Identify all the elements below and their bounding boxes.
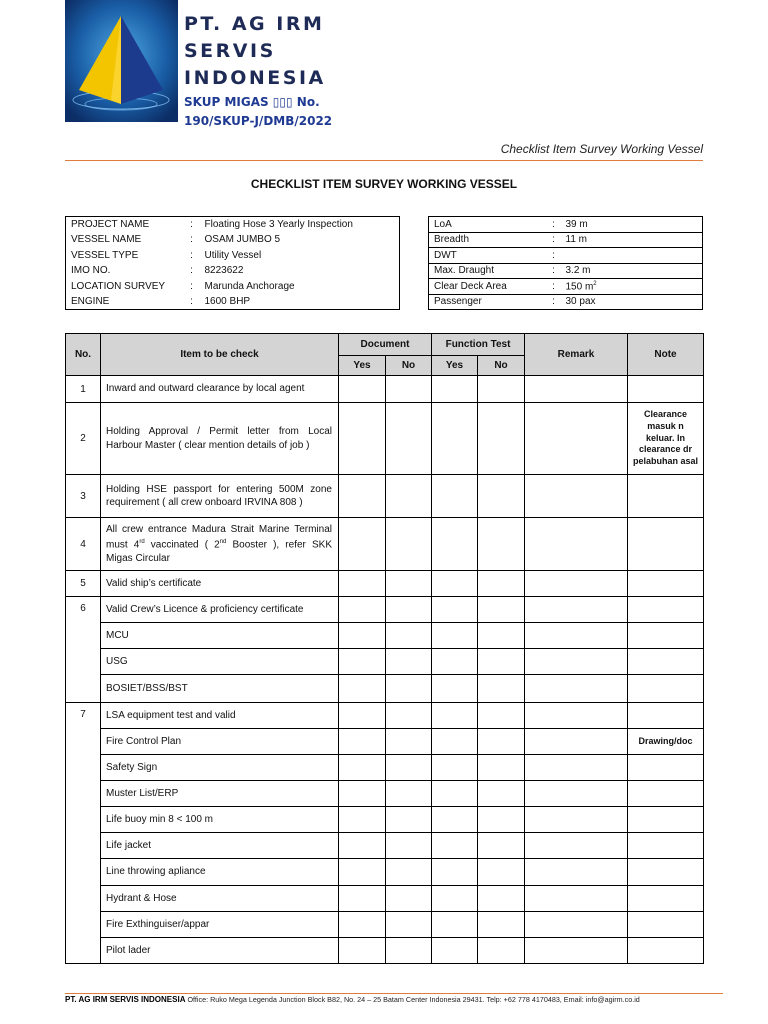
doc-no-cell[interactable] bbox=[386, 912, 432, 938]
doc-no-cell[interactable] bbox=[386, 403, 432, 475]
remark-cell[interactable] bbox=[525, 675, 628, 703]
table-row bbox=[66, 755, 704, 781]
doc-no-cell[interactable] bbox=[386, 886, 432, 912]
skup-line2: 190/SKUP-J/DMB/2022 bbox=[184, 114, 333, 128]
row-item: Valid ship’s certificate bbox=[101, 571, 339, 597]
doc-yes-cell[interactable] bbox=[339, 597, 386, 623]
doc-no-cell[interactable] bbox=[386, 729, 432, 755]
row-item: Life buoy min 8 < 100 m bbox=[101, 807, 339, 833]
ft-no-cell[interactable] bbox=[478, 781, 525, 807]
col-header-doc-no: No bbox=[386, 356, 432, 376]
footer-divider bbox=[65, 993, 723, 994]
note-cell[interactable] bbox=[628, 649, 704, 675]
ft-yes-cell[interactable] bbox=[432, 518, 478, 571]
company-logo bbox=[65, 0, 178, 122]
row-item: LSA equipment test and valid bbox=[101, 703, 339, 729]
info-colon: : bbox=[190, 265, 193, 277]
ft-no-cell[interactable] bbox=[478, 597, 525, 623]
ft-yes-cell[interactable] bbox=[432, 597, 478, 623]
row-number: 3 bbox=[66, 475, 101, 518]
info-label: PROJECT NAME bbox=[71, 219, 150, 230]
table-row bbox=[66, 649, 704, 675]
doc-no-cell[interactable] bbox=[386, 675, 432, 703]
info-value: Marunda Anchorage bbox=[204, 280, 295, 292]
ft-yes-cell[interactable] bbox=[432, 755, 478, 781]
ft-no-cell[interactable] bbox=[478, 807, 525, 833]
doc-yes-cell[interactable] bbox=[339, 859, 386, 886]
header-divider bbox=[65, 160, 703, 161]
row-item: Fire Control Plan bbox=[101, 729, 339, 755]
table-row bbox=[66, 781, 704, 807]
row-item: Holding HSE passport for entering 500M zone requirement ( all crew onboard IRVINA 808 ) bbox=[101, 475, 339, 518]
table-row bbox=[66, 833, 704, 859]
info-row bbox=[66, 232, 400, 248]
row-item: Safety Sign bbox=[101, 755, 339, 781]
doc-no-cell[interactable] bbox=[386, 597, 432, 623]
spec-row bbox=[429, 248, 703, 264]
remark-cell[interactable] bbox=[525, 649, 628, 675]
ft-yes-cell[interactable] bbox=[432, 833, 478, 859]
info-value: OSAM JUMBO 5 bbox=[204, 234, 281, 246]
row-number: 1 bbox=[66, 376, 101, 403]
doc-no-cell[interactable] bbox=[386, 859, 432, 886]
ft-yes-cell[interactable] bbox=[432, 475, 478, 518]
note-cell[interactable]: Clearance masuk n keluar. In clearance dr pelabuhan asal bbox=[628, 403, 704, 475]
row-item: Pilot lader bbox=[101, 938, 339, 964]
info-row bbox=[66, 248, 400, 264]
ft-no-cell[interactable] bbox=[478, 755, 525, 781]
doc-yes-cell[interactable] bbox=[339, 623, 386, 649]
col-header-note: Note bbox=[628, 334, 704, 376]
ft-yes-cell[interactable] bbox=[432, 807, 478, 833]
ft-yes-cell[interactable] bbox=[432, 675, 478, 703]
remark-cell[interactable] bbox=[525, 886, 628, 912]
row-item: BOSIET/BSS/BST bbox=[101, 675, 339, 703]
doc-yes-cell[interactable] bbox=[339, 475, 386, 518]
ft-yes-cell[interactable] bbox=[432, 376, 478, 403]
checklist-table bbox=[65, 333, 704, 964]
footer-address: Office: Ruko Mega Legenda Junction Block B82, No. 24 – 25 Batam Center Indonesia 29431. Telp: +62 778 4170483, Email: info@agirm.co.id bbox=[185, 995, 640, 1004]
remark-cell[interactable] bbox=[525, 781, 628, 807]
ft-no-cell[interactable] bbox=[478, 938, 525, 964]
table-row bbox=[66, 675, 704, 703]
spec-value: 11 m bbox=[561, 232, 703, 248]
doc-yes-cell[interactable] bbox=[339, 518, 386, 571]
doc-yes-cell[interactable] bbox=[339, 403, 386, 475]
doc-yes-cell[interactable] bbox=[339, 886, 386, 912]
doc-no-cell[interactable] bbox=[386, 833, 432, 859]
info-colon: : bbox=[190, 280, 193, 292]
ft-yes-cell[interactable] bbox=[432, 781, 478, 807]
spec-colon: : bbox=[547, 248, 561, 264]
info-label: IMO NO. bbox=[71, 265, 111, 277]
row-item: Valid Crew’s Licence & proficiency certificate bbox=[101, 597, 339, 623]
remark-cell[interactable] bbox=[525, 518, 628, 571]
note-cell[interactable] bbox=[628, 833, 704, 859]
note-cell[interactable] bbox=[628, 675, 704, 703]
table-row bbox=[66, 376, 704, 403]
table-row bbox=[66, 807, 704, 833]
ft-no-cell[interactable] bbox=[478, 649, 525, 675]
col-header-ft-yes: Yes bbox=[432, 356, 478, 376]
doc-no-cell[interactable] bbox=[386, 518, 432, 571]
info-label: ENGINE bbox=[71, 296, 110, 307]
remark-cell[interactable] bbox=[525, 938, 628, 964]
info-colon: : bbox=[190, 296, 193, 307]
company-name-line2: SERVIS bbox=[184, 40, 276, 62]
row-item: Line throwing apliance bbox=[101, 859, 339, 886]
spec-label: Max. Draught bbox=[429, 263, 547, 279]
spec-row bbox=[429, 294, 703, 310]
row-item bbox=[101, 518, 339, 571]
info-row bbox=[66, 294, 400, 310]
table-row bbox=[66, 571, 704, 597]
row-item-text: All crew entrance Madura Strait Marine Terminal must 4 bbox=[106, 523, 332, 551]
ft-yes-cell[interactable] bbox=[432, 912, 478, 938]
remark-cell[interactable] bbox=[525, 859, 628, 886]
remark-cell[interactable] bbox=[525, 475, 628, 518]
doc-no-cell[interactable] bbox=[386, 475, 432, 518]
spec-colon: : bbox=[547, 232, 561, 248]
doc-no-cell[interactable] bbox=[386, 571, 432, 597]
ft-yes-cell[interactable] bbox=[432, 571, 478, 597]
ft-yes-cell[interactable] bbox=[432, 886, 478, 912]
ft-yes-cell[interactable] bbox=[432, 403, 478, 475]
footer-company: PT. AG IRM SERVIS INDONESIA bbox=[65, 995, 186, 1004]
spec-superscript: 2 bbox=[593, 280, 597, 287]
doc-no-cell[interactable] bbox=[386, 649, 432, 675]
ft-no-cell[interactable] bbox=[478, 675, 525, 703]
row-item: USG bbox=[101, 649, 339, 675]
ft-no-cell[interactable] bbox=[478, 376, 525, 403]
spec-value: 3.2 m bbox=[561, 263, 703, 279]
doc-yes-cell[interactable] bbox=[339, 675, 386, 703]
note-cell[interactable] bbox=[628, 938, 704, 964]
doc-no-cell[interactable] bbox=[386, 703, 432, 729]
table-row bbox=[66, 729, 704, 755]
project-info-table bbox=[65, 216, 400, 310]
spec-label: Breadth bbox=[429, 232, 547, 248]
note-cell[interactable] bbox=[628, 597, 704, 623]
doc-yes-cell[interactable] bbox=[339, 755, 386, 781]
doc-yes-cell[interactable] bbox=[339, 376, 386, 403]
ft-no-cell[interactable] bbox=[478, 886, 525, 912]
info-row bbox=[66, 217, 400, 233]
row-item: MCU bbox=[101, 623, 339, 649]
info-value: Floating Hose 3 Yearly Inspection bbox=[204, 219, 353, 230]
spec-value bbox=[561, 279, 703, 295]
ft-no-cell[interactable] bbox=[478, 859, 525, 886]
remark-cell[interactable] bbox=[525, 403, 628, 475]
ft-no-cell[interactable] bbox=[478, 912, 525, 938]
spec-label: Passenger bbox=[429, 294, 547, 310]
row-number: 4 bbox=[66, 518, 101, 571]
note-cell[interactable] bbox=[628, 475, 704, 518]
remark-cell[interactable] bbox=[525, 376, 628, 403]
col-header-remark: Remark bbox=[525, 334, 628, 376]
spec-value bbox=[561, 248, 703, 264]
spec-colon: : bbox=[547, 263, 561, 279]
doc-no-cell[interactable] bbox=[386, 938, 432, 964]
doc-no-cell[interactable] bbox=[386, 781, 432, 807]
spec-row bbox=[429, 232, 703, 248]
footer bbox=[65, 995, 640, 1004]
remark-cell[interactable] bbox=[525, 597, 628, 623]
ft-no-cell[interactable] bbox=[478, 623, 525, 649]
info-value: Utility Vessel bbox=[204, 249, 262, 261]
ft-no-cell[interactable] bbox=[478, 729, 525, 755]
company-block bbox=[184, 11, 332, 130]
info-label: VESSEL NAME bbox=[71, 234, 142, 246]
info-row bbox=[66, 263, 400, 279]
ft-no-cell[interactable] bbox=[478, 518, 525, 571]
ft-no-cell[interactable] bbox=[478, 403, 525, 475]
note-cell[interactable] bbox=[628, 859, 704, 886]
table-row bbox=[66, 938, 704, 964]
superscript: rd bbox=[139, 539, 145, 546]
info-value: 8223622 bbox=[204, 265, 244, 277]
ft-no-cell[interactable] bbox=[478, 571, 525, 597]
note-cell[interactable] bbox=[628, 755, 704, 781]
note-cell[interactable] bbox=[628, 518, 704, 571]
spec-row bbox=[429, 279, 703, 295]
company-name-line3: INDONESIA bbox=[184, 67, 326, 89]
doc-yes-cell[interactable] bbox=[339, 912, 386, 938]
spec-value: 39 m bbox=[565, 218, 588, 230]
col-header-function-test: Function Test bbox=[432, 334, 525, 356]
ft-yes-cell[interactable] bbox=[432, 938, 478, 964]
doc-yes-cell[interactable] bbox=[339, 938, 386, 964]
info-value: 1600 BHP bbox=[204, 296, 251, 307]
row-item-text: Booster ), refer SKK Migas Circular bbox=[106, 539, 332, 564]
spec-value-text: 150 m bbox=[565, 280, 594, 292]
col-header-no: No. bbox=[66, 334, 101, 376]
doc-no-cell[interactable] bbox=[386, 755, 432, 781]
row-item-text: vaccinated ( 2 bbox=[144, 539, 220, 551]
note-cell[interactable]: Drawing/doc bbox=[628, 729, 704, 755]
spec-value: 30 pax bbox=[561, 294, 703, 310]
remark-cell[interactable] bbox=[525, 571, 628, 597]
ft-no-cell[interactable] bbox=[478, 475, 525, 518]
remark-cell[interactable] bbox=[525, 807, 628, 833]
spec-colon: : bbox=[547, 279, 561, 295]
row-item: Inward and outward clearance by local agent bbox=[101, 376, 339, 403]
col-header-document: Document bbox=[339, 334, 432, 356]
table-row bbox=[66, 623, 704, 649]
row-number: 7 bbox=[66, 703, 101, 964]
ft-yes-cell[interactable] bbox=[432, 623, 478, 649]
note-cell[interactable] bbox=[628, 807, 704, 833]
note-cell[interactable] bbox=[628, 912, 704, 938]
info-colon: : bbox=[190, 249, 193, 261]
spec-row bbox=[429, 217, 703, 233]
doc-no-cell[interactable] bbox=[386, 807, 432, 833]
ft-no-cell[interactable] bbox=[478, 703, 525, 729]
doc-no-cell[interactable] bbox=[386, 376, 432, 403]
table-row bbox=[66, 703, 704, 729]
remark-cell[interactable] bbox=[525, 833, 628, 859]
col-header-doc-yes: Yes bbox=[339, 356, 386, 376]
table-row bbox=[66, 518, 704, 571]
doc-yes-cell[interactable] bbox=[339, 729, 386, 755]
note-cell[interactable] bbox=[628, 703, 704, 729]
row-number: 2 bbox=[66, 403, 101, 475]
skup-line1: SKUP MIGAS ▯▯▯ No. bbox=[184, 95, 320, 109]
info-colon: : bbox=[190, 234, 193, 246]
header-row bbox=[66, 334, 704, 356]
doc-yes-cell[interactable] bbox=[339, 571, 386, 597]
row-item: Fire Exthinguiser/appar bbox=[101, 912, 339, 938]
table-row bbox=[66, 886, 704, 912]
remark-cell[interactable] bbox=[525, 703, 628, 729]
spec-colon: : bbox=[552, 218, 555, 230]
doc-yes-cell[interactable] bbox=[339, 703, 386, 729]
ft-yes-cell[interactable] bbox=[432, 703, 478, 729]
note-cell[interactable] bbox=[628, 571, 704, 597]
row-item: Hydrant & Hose bbox=[101, 886, 339, 912]
remark-cell[interactable] bbox=[525, 755, 628, 781]
row-number: 6 bbox=[66, 597, 101, 703]
remark-cell[interactable] bbox=[525, 912, 628, 938]
doc-yes-cell[interactable] bbox=[339, 807, 386, 833]
doc-no-cell[interactable] bbox=[386, 623, 432, 649]
table-row bbox=[66, 475, 704, 518]
ft-yes-cell[interactable] bbox=[432, 729, 478, 755]
row-item: Holding Approval / Permit letter from Local Harbour Master ( clear mention details of job ) bbox=[101, 403, 339, 475]
document-title: CHECKLIST ITEM SURVEY WORKING VESSEL bbox=[250, 177, 518, 191]
ft-yes-cell[interactable] bbox=[432, 649, 478, 675]
doc-yes-cell[interactable] bbox=[339, 781, 386, 807]
table-row bbox=[66, 912, 704, 938]
remark-cell[interactable] bbox=[525, 623, 628, 649]
spec-label: DWT bbox=[429, 248, 547, 264]
info-row bbox=[66, 279, 400, 295]
table-row bbox=[66, 403, 704, 475]
spec-colon: : bbox=[547, 294, 561, 310]
note-cell[interactable] bbox=[628, 623, 704, 649]
col-header-ft-no: No bbox=[478, 356, 525, 376]
doc-yes-cell[interactable] bbox=[339, 649, 386, 675]
note-cell[interactable] bbox=[628, 886, 704, 912]
info-label: LOCATION SURVEY bbox=[71, 280, 166, 292]
doc-yes-cell[interactable] bbox=[339, 833, 386, 859]
running-header-title: Checklist Item Survey Working Vessel bbox=[500, 142, 703, 156]
info-colon: : bbox=[190, 219, 193, 230]
ft-no-cell[interactable] bbox=[478, 833, 525, 859]
note-cell[interactable] bbox=[628, 781, 704, 807]
info-label: VESSEL TYPE bbox=[71, 249, 139, 261]
table-row bbox=[66, 597, 704, 623]
col-header-item: Item to be check bbox=[101, 334, 339, 376]
ft-yes-cell[interactable] bbox=[432, 859, 478, 886]
superscript: nd bbox=[219, 539, 227, 546]
company-name-line1: PT. AG IRM bbox=[184, 13, 325, 35]
spec-label: Clear Deck Area bbox=[429, 279, 547, 295]
note-cell[interactable] bbox=[628, 376, 704, 403]
spec-row bbox=[429, 263, 703, 279]
table-row bbox=[66, 859, 704, 886]
row-number: 5 bbox=[66, 571, 101, 597]
spec-label: LoA bbox=[434, 218, 452, 230]
row-item: Life jacket bbox=[101, 833, 339, 859]
remark-cell[interactable] bbox=[525, 729, 628, 755]
row-item: Muster List/ERP bbox=[101, 781, 339, 807]
vessel-specs-table bbox=[428, 216, 703, 310]
